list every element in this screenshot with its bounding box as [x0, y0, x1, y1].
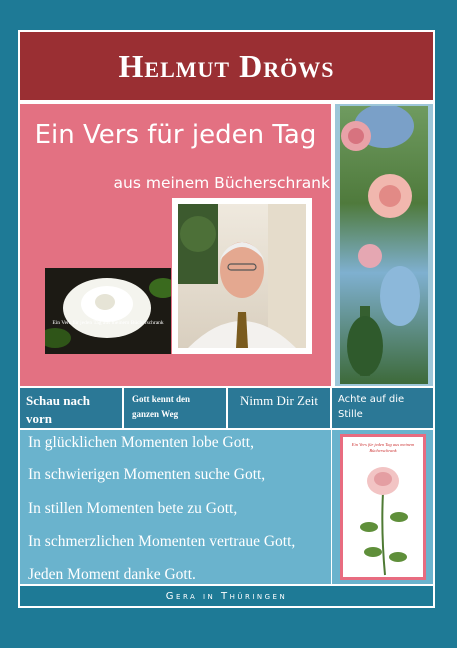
label-schau-nach-vorn: Schau nach vorn: [20, 388, 122, 428]
rose-caption: Ein Vers für jeden Tag aus meinem Bücherschrank: [52, 320, 164, 326]
book-subtitle: aus meinem Bücherschrank: [113, 174, 330, 192]
rose-card-image: [343, 437, 423, 577]
publisher-location: Gera in Thüringen: [165, 590, 288, 602]
author-portrait: [178, 204, 306, 348]
verse-line: Jeden Moment danke Gott.: [28, 566, 196, 583]
verse-line: In schwierigen Momenten suche Gott,: [28, 466, 266, 483]
label-gott-kennt-den-weg: Gott kennt den ganzen Weg: [124, 388, 226, 428]
climbing-roses-image: [340, 106, 428, 384]
label-nimm-dir-zeit: Nimm Dir Zeit: [228, 388, 330, 428]
publisher-bar: [20, 586, 433, 606]
verse-line: In schmerzlichen Momenten vertraue Gott,: [28, 533, 296, 550]
author-name: Helmut Dröws: [118, 47, 335, 84]
author-banner: [20, 32, 433, 100]
verse-line: In glücklichen Momenten lobe Gott,: [28, 434, 254, 451]
verse-line: In stillen Momenten bete zu Gott,: [28, 500, 238, 517]
card-inscription: Ein Vers für jeden Tag aus meinem Bücherschrank: [351, 442, 415, 453]
book-title: Ein Vers für jeden Tag: [34, 120, 317, 150]
label-achte-auf-die-stille: Achte auf die Stille: [332, 388, 433, 428]
white-rose-image: [45, 268, 171, 354]
